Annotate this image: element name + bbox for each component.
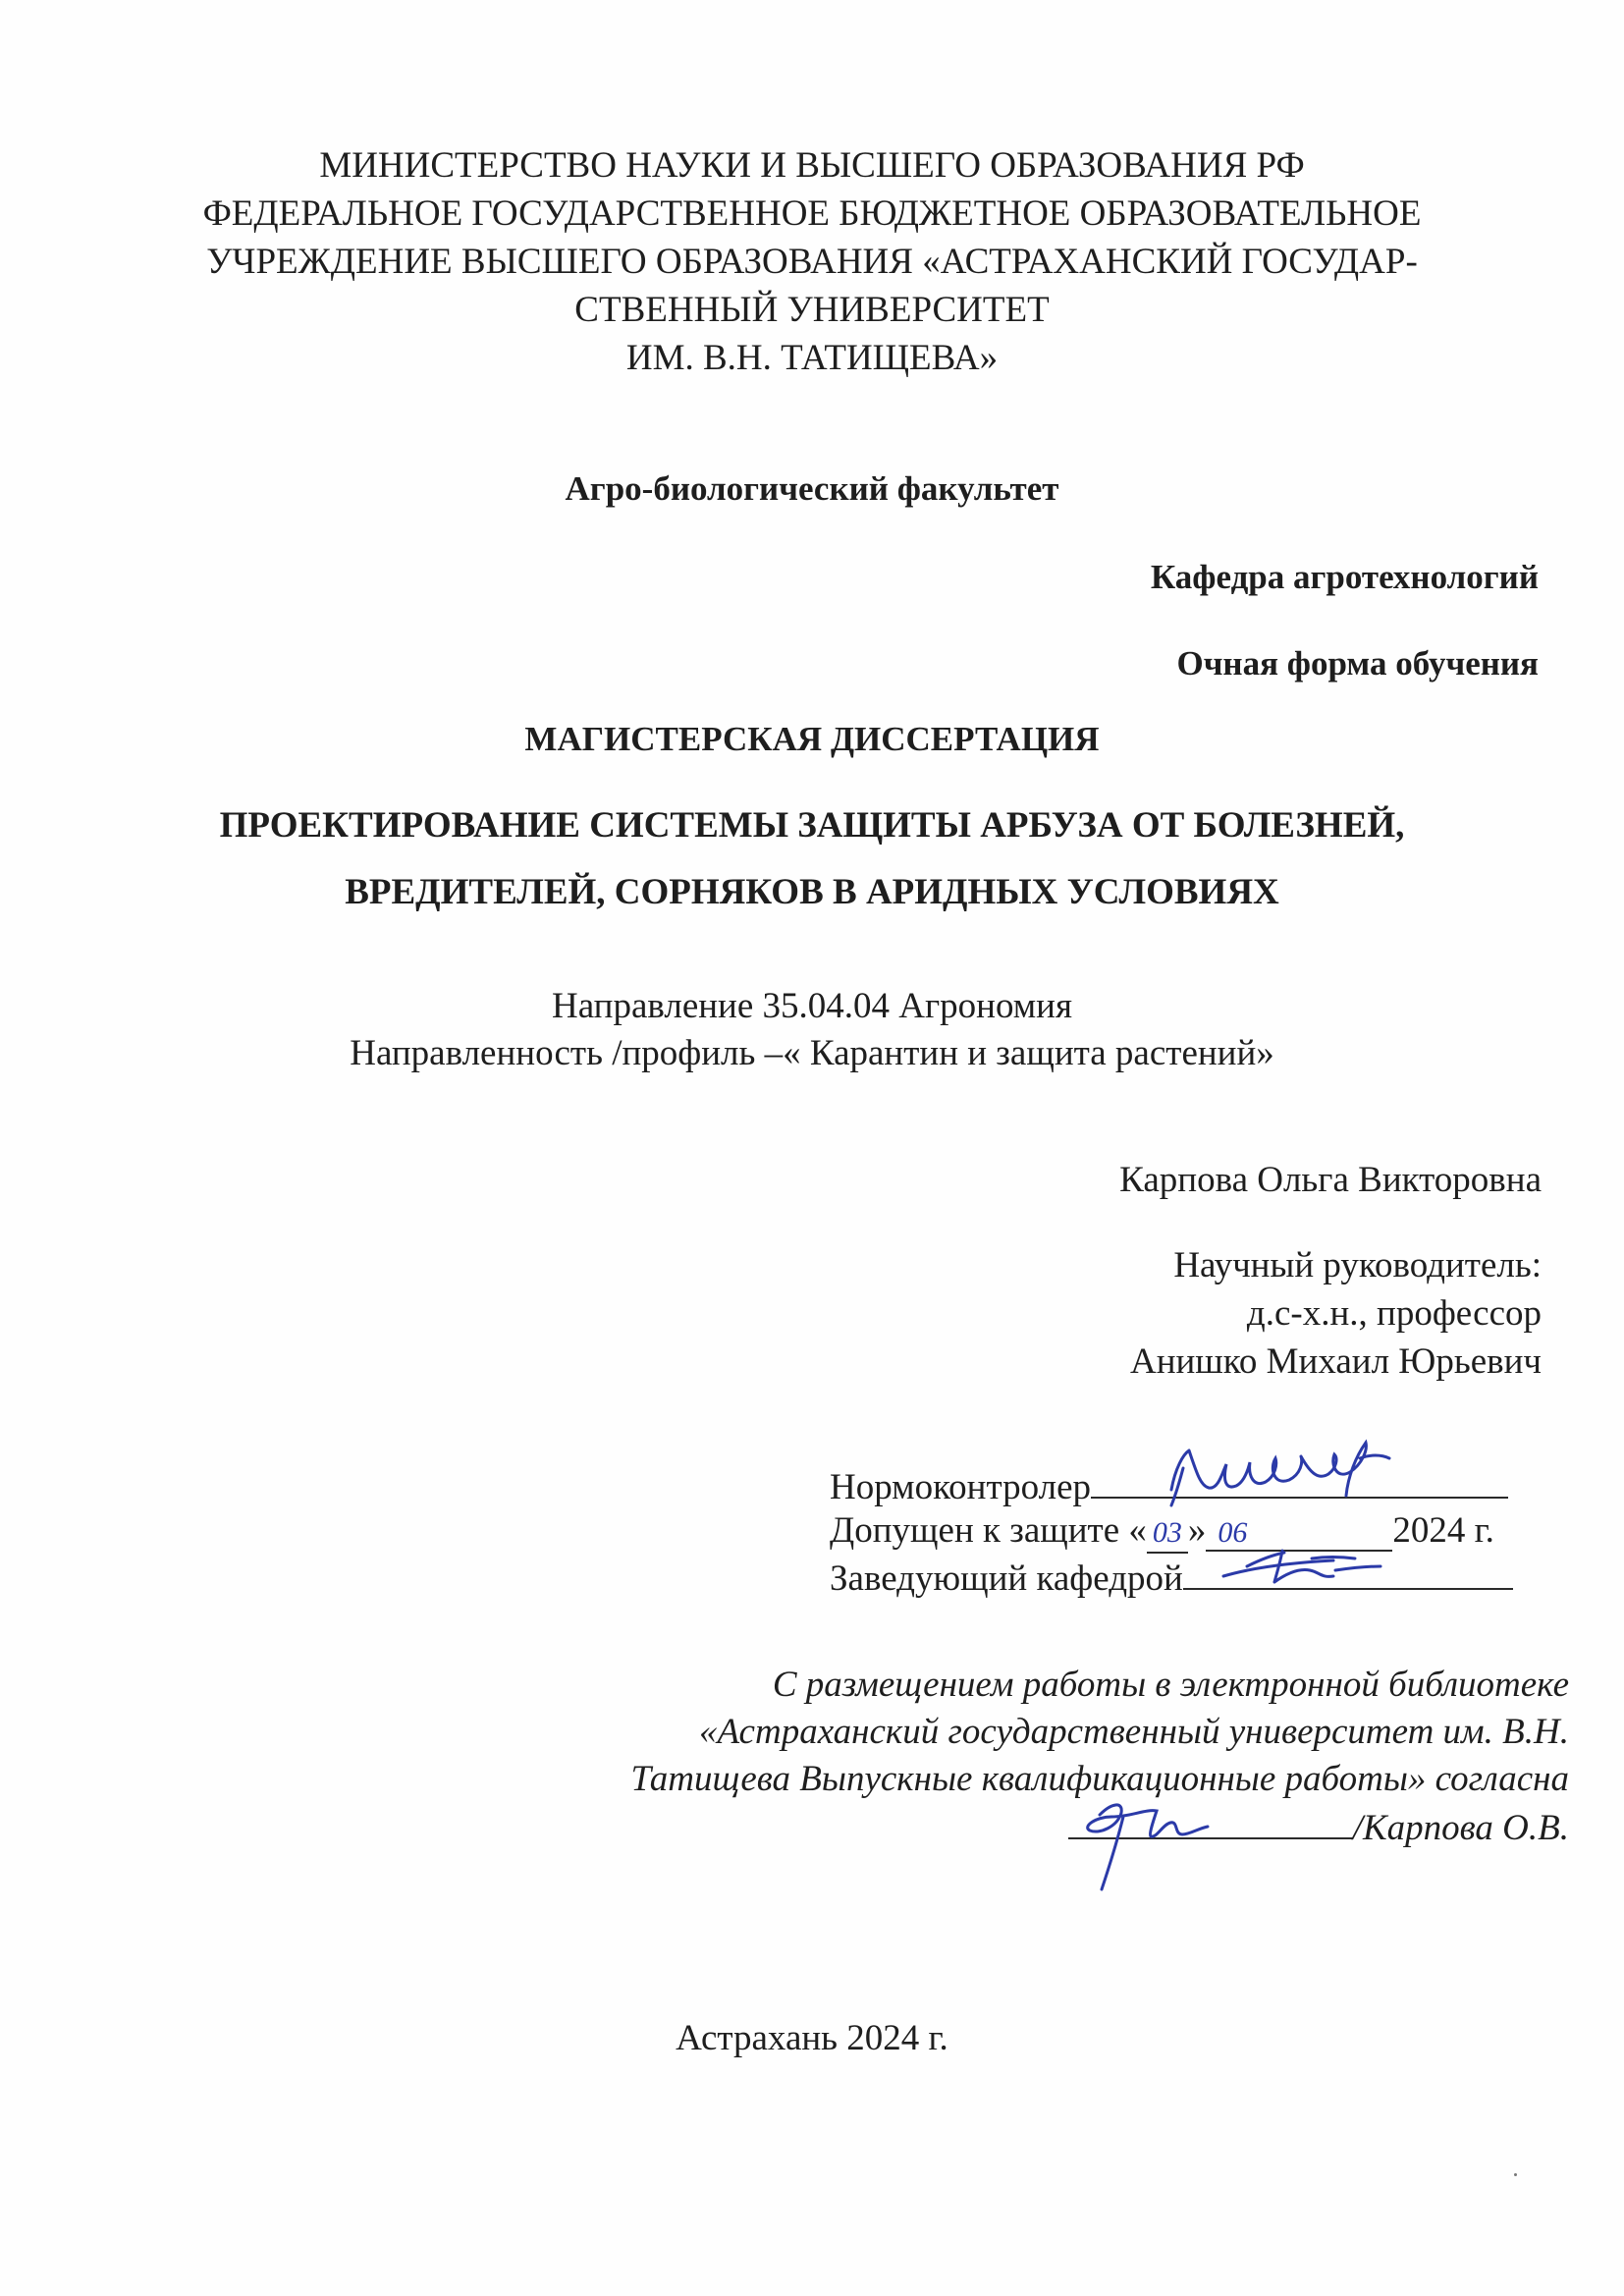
department: Кафедра агротехнологий — [1150, 558, 1539, 596]
consent-line-3: Татищева Выпускные квалификационные работы» согласна — [630, 1759, 1569, 1799]
supervisor-label: Научный руководитель: — [1173, 1245, 1542, 1285]
admitted-day: 03 — [1147, 1518, 1188, 1554]
admitted-row — [830, 1512, 1494, 1554]
supervisor-name: Анишко Михаил Юрьевич — [1129, 1341, 1542, 1382]
scan-speck — [1514, 2173, 1517, 2176]
study-profile: Направленность /профиль –« Карантин и защита растений» — [350, 1033, 1274, 1073]
supervisor-degree: д.с-х.н., профессор — [1246, 1293, 1542, 1334]
normocontrol-label: Нормоконтролер — [830, 1467, 1091, 1507]
admitted-quote-close: » — [1187, 1510, 1207, 1551]
ministry-line-1: МИНИСТЕРСТВО НАУКИ И ВЫСШЕГО ОБРАЗОВАНИЯ РФ — [319, 145, 1305, 186]
head-of-department-row — [830, 1558, 1513, 1597]
thesis-topic-line-2: ВРЕДИТЕЛЕЙ, СОРНЯКОВ В АРИДНЫХ УСЛОВИЯХ — [345, 872, 1279, 912]
consent-line-1: С размещением работы в электронной библиотеке — [772, 1665, 1569, 1705]
head-of-department-label: Заведующий кафедрой — [830, 1558, 1183, 1599]
thesis-topic-line-1: ПРОЕКТИРОВАНИЕ СИСТЕМЫ ЗАЩИТЫ АРБУЗА ОТ БОЛЕЗНЕЙ, — [219, 805, 1405, 846]
ministry-line-3: УЧРЕЖДЕНИЕ ВЫСШЕГО ОБРАЗОВАНИЯ «АСТРАХАНСКИЙ ГОСУДАР- — [206, 242, 1418, 282]
city-year: Астрахань 2024 г. — [676, 2018, 948, 2058]
consent-line-2: «Астраханский государственный университет им. В.Н. — [699, 1712, 1569, 1752]
author-signature — [1060, 1787, 1218, 1895]
admitted-year: 2024 г. — [1392, 1510, 1494, 1551]
document-type: МАГИСТЕРСКАЯ ДИССЕРТАЦИЯ — [524, 720, 1100, 758]
ministry-line-2: ФЕДЕРАЛЬНОЕ ГОСУДАРСТВЕННОЕ БЮДЖЕТНОЕ ОБРАЗОВАТЕЛЬНОЕ — [202, 193, 1422, 234]
head-of-department-signature — [1218, 1537, 1384, 1591]
admitted-label: Допущен к защите « — [830, 1510, 1147, 1551]
author-name: Карпова Ольга Викторовна — [1119, 1160, 1542, 1200]
ministry-line-5: ИМ. В.Н. ТАТИЩЕВА» — [625, 338, 999, 378]
study-direction: Направление 35.04.04 Агрономия — [552, 986, 1072, 1026]
faculty: Агро-биологический факультет — [565, 469, 1059, 508]
ministry-line-4: СТВЕННЫЙ УНИВЕРСИТЕТ — [574, 290, 1050, 330]
admitted-month: 06 — [1206, 1518, 1392, 1552]
normocontrol-signature — [1154, 1429, 1399, 1517]
consent-signatory: /Карпова О.В. — [1352, 1808, 1569, 1848]
study-form: Очная форма обучения — [1176, 644, 1539, 683]
